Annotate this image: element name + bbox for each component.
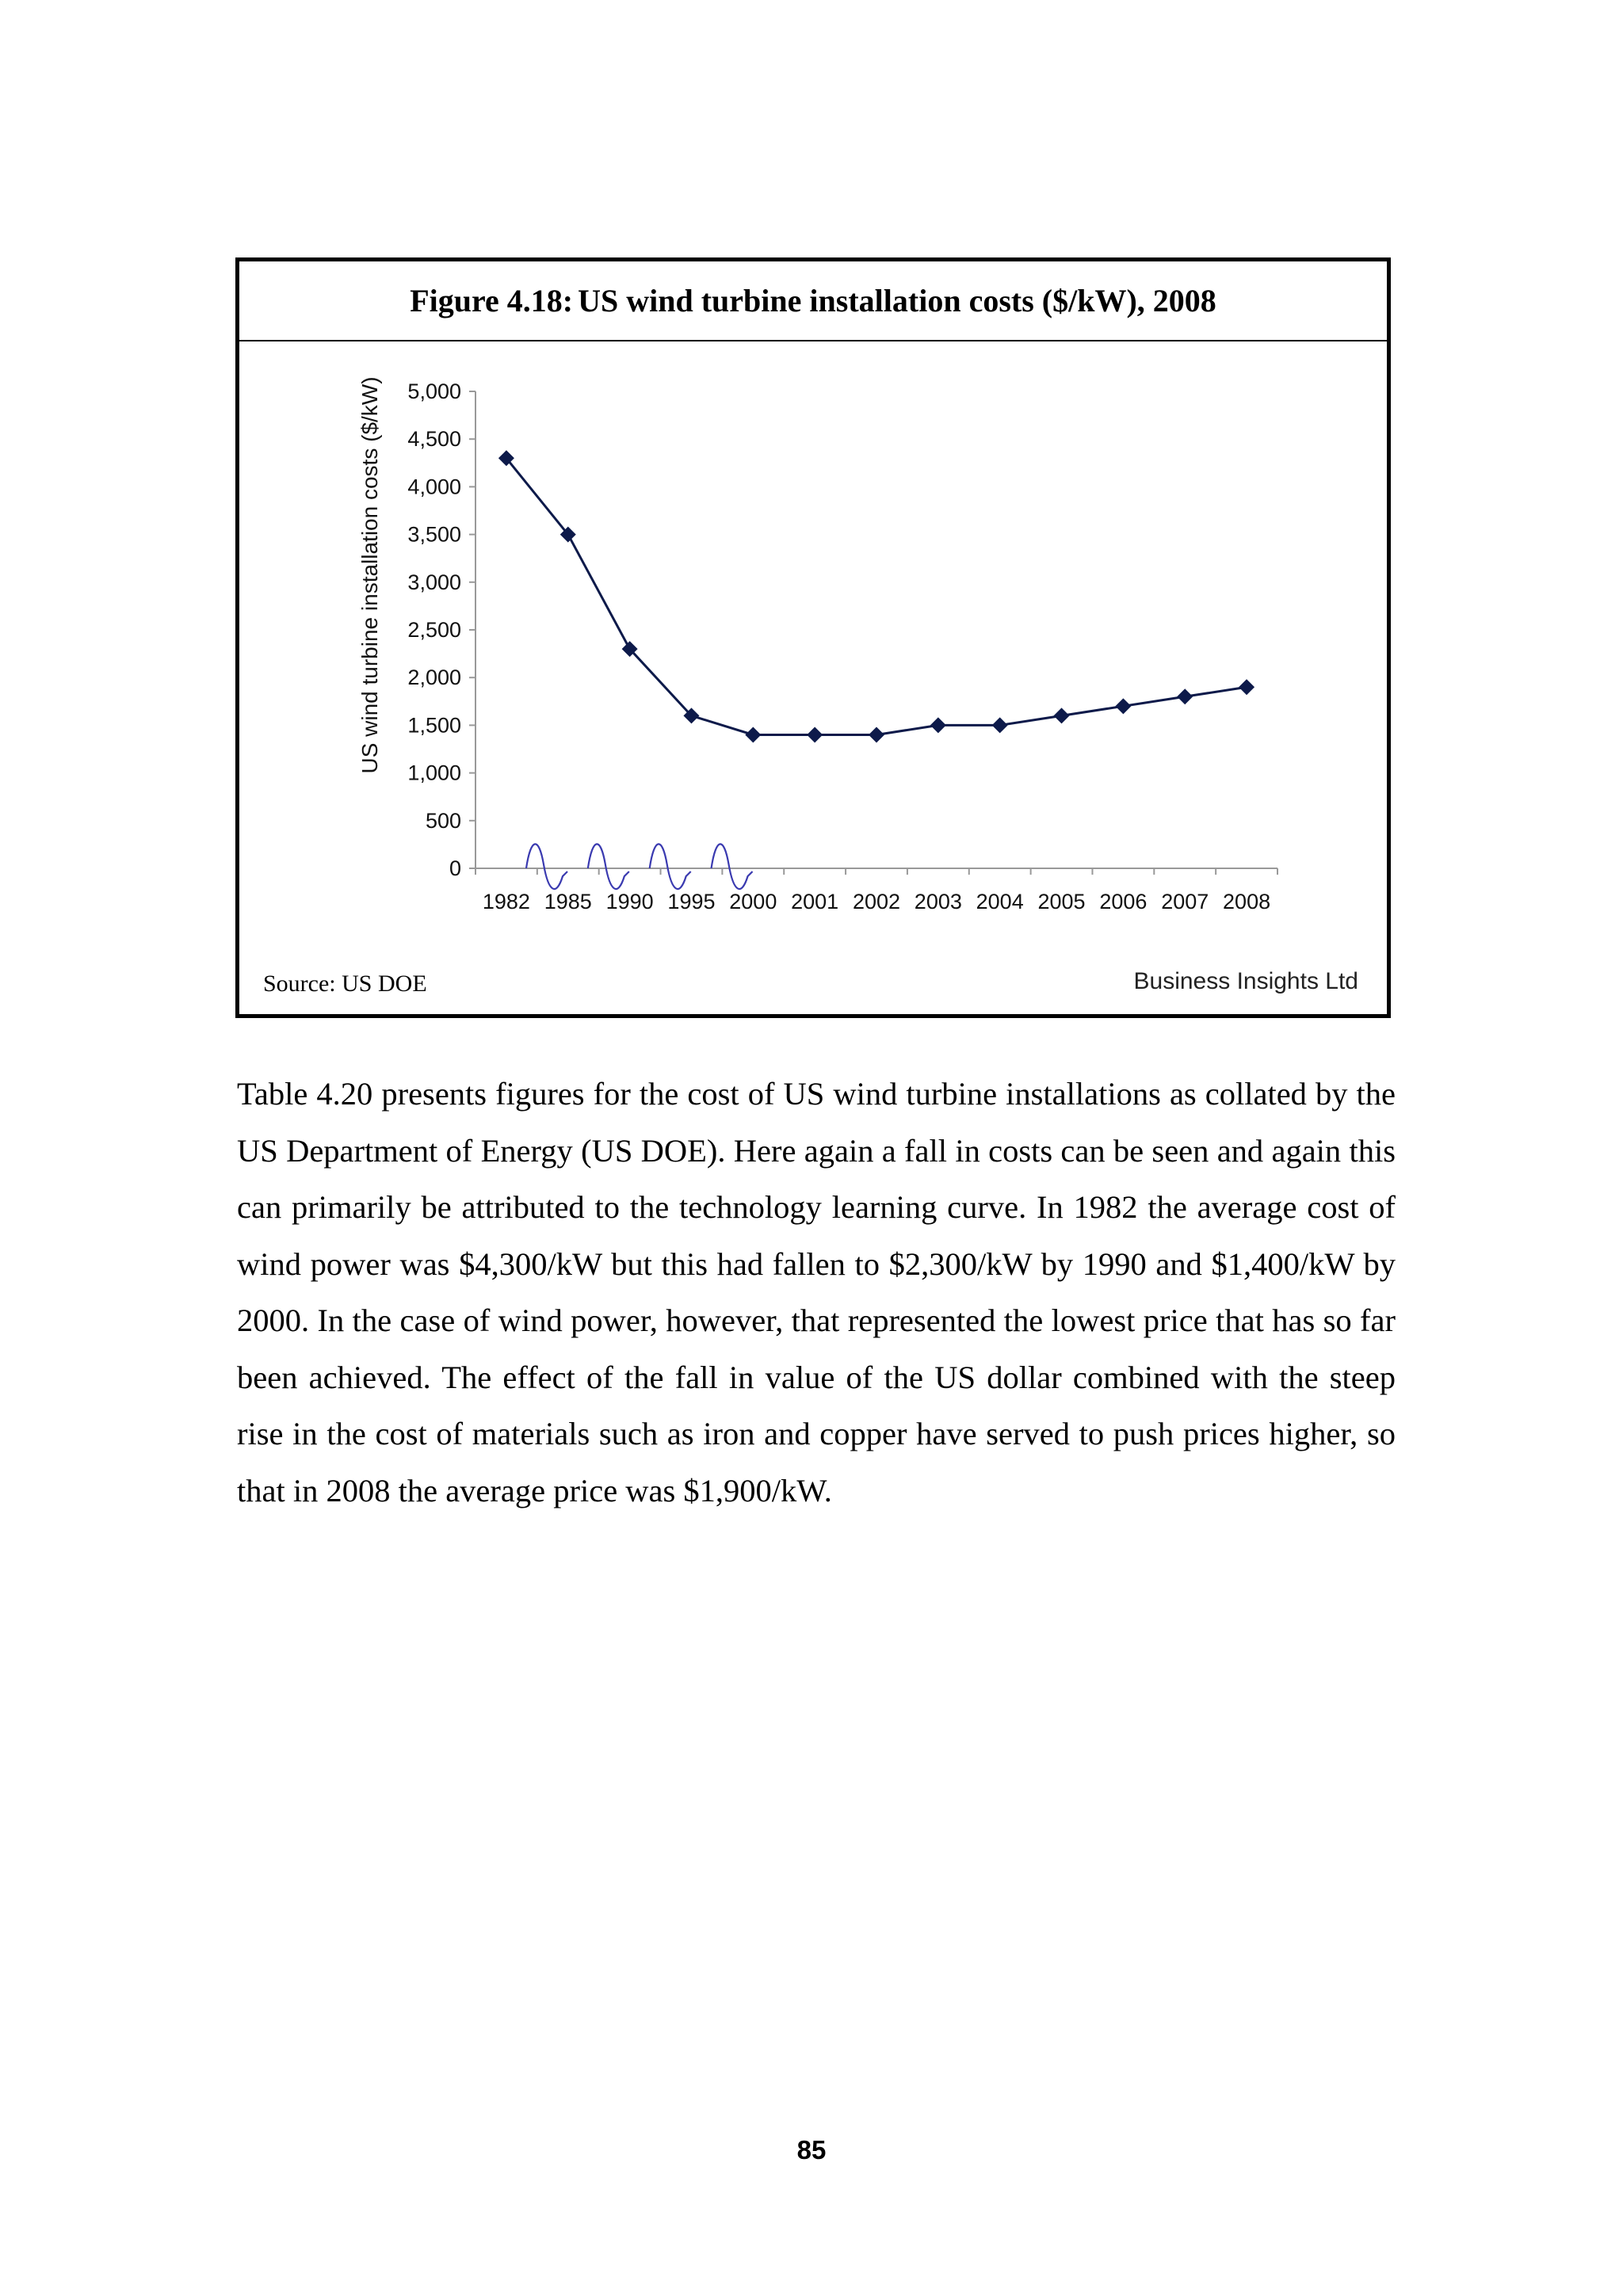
- figure-number: Figure 4.18:: [410, 283, 574, 318]
- data-point-marker: [1115, 698, 1131, 714]
- x-tick-label: 1982: [482, 890, 530, 913]
- figure-source: Source: US DOE: [263, 971, 427, 997]
- x-tick-label: 2006: [1099, 890, 1148, 913]
- y-tick-label: 1,500: [407, 713, 461, 738]
- y-axis-label-group: [357, 376, 382, 773]
- axis-break-squiggle: [712, 844, 753, 889]
- y-axis-label: US wind turbine installation costs ($/kW): [357, 376, 382, 774]
- data-point-marker: [869, 727, 884, 742]
- y-tick-label: 2,500: [407, 618, 461, 642]
- x-tick-label: 1985: [544, 890, 592, 913]
- y-tick-label: 3,500: [407, 522, 461, 547]
- x-tick-label: 1995: [667, 890, 716, 913]
- y-tick-label: 4,000: [407, 475, 461, 499]
- line-chart: [239, 261, 1387, 1014]
- data-points: [498, 450, 1254, 742]
- data-point-marker: [807, 727, 823, 742]
- y-tick-label: 4,500: [407, 427, 461, 452]
- axis-break-squiggle: [588, 844, 629, 889]
- x-tick-label: 2000: [729, 890, 777, 913]
- y-tick-label: 1,000: [407, 761, 461, 785]
- data-point-marker: [1054, 707, 1070, 723]
- x-tick-label: 2004: [976, 890, 1024, 913]
- page-number: 85: [796, 2135, 827, 2164]
- x-tick-label: 2008: [1223, 890, 1271, 913]
- figure-credit: Business Insights Ltd: [1133, 968, 1358, 994]
- data-point-marker: [745, 727, 761, 742]
- chart-axes: [475, 391, 1277, 868]
- y-tick-label: 2,000: [407, 666, 461, 690]
- data-point-marker: [930, 717, 946, 733]
- y-ticks: [407, 379, 475, 880]
- data-point-marker: [1177, 688, 1193, 704]
- x-tick-label: 2002: [852, 890, 901, 913]
- x-ticks: [475, 868, 1277, 913]
- y-tick-label: 500: [425, 808, 461, 833]
- y-tick-label: 0: [449, 856, 461, 880]
- axis-break-squiggle: [526, 844, 567, 889]
- series-polyline: [506, 458, 1247, 734]
- axis-break-squiggle: [650, 844, 691, 889]
- x-tick-label: 1990: [605, 890, 654, 913]
- y-tick-label: 5,000: [407, 379, 461, 403]
- figure-box: [235, 257, 1391, 1018]
- data-point-marker: [992, 717, 1008, 733]
- axis-break-marks: [526, 844, 753, 889]
- x-tick-label: 2005: [1037, 890, 1086, 913]
- x-tick-label: 2003: [914, 890, 962, 913]
- data-point-marker: [1239, 679, 1254, 695]
- figure-title-text: US wind turbine installation costs ($/kW), 2008: [578, 283, 1216, 318]
- body-paragraph: Table 4.20 presents figures for the cost of US wind turbine installations as collated by the US Department of Energy (US DOE). Here again a fall in costs can be seen and again this can primarily be attributed to the technology learning curve. In 1982 the average cost of wind power was $4,300/kW but this had fallen to $2,300/kW by 1990 and $1,400/kW by 2000. In the case of wind power, however, that represented the lowest price that has so far been achieved. The effect of the fall in value of the US dollar combined with the steep rise in the cost of materials such as iron and copper have served to push prices higher, so that in 2008 the average price was $1,900/kW.: [237, 1076, 1396, 1508]
- series-line: [506, 458, 1247, 734]
- x-tick-label: 2007: [1161, 890, 1209, 913]
- y-tick-label: 3,000: [407, 570, 461, 594]
- x-tick-label: 2001: [791, 890, 839, 913]
